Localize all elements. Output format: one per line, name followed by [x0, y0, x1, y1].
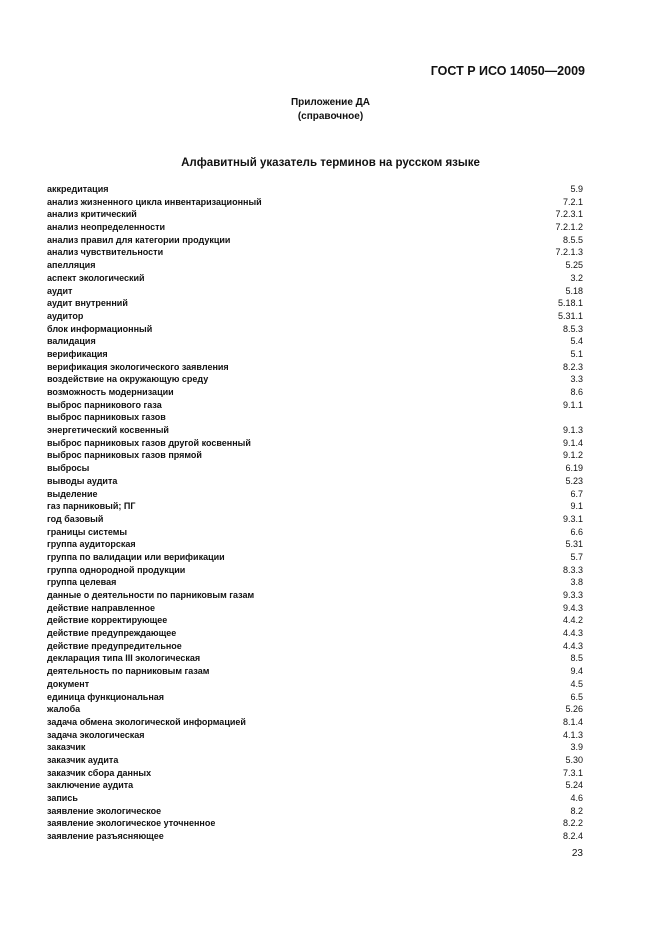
index-reference: 8.2.2 — [562, 818, 583, 829]
index-entry — [47, 500, 583, 513]
index-term: анализ чувствительности — [47, 247, 164, 258]
index-term: верификация экологического заявления — [47, 361, 229, 372]
index-term: группа целевая — [47, 577, 117, 588]
index-entry — [47, 703, 583, 716]
index-entry — [47, 323, 583, 336]
index-term: год базовый — [47, 513, 104, 524]
index-entry — [47, 716, 583, 729]
index-reference: 5.9 — [570, 184, 583, 194]
index-entry — [47, 830, 583, 843]
index-entry — [47, 272, 583, 285]
index-entry — [47, 411, 583, 424]
index-entry — [47, 348, 583, 361]
index-entry — [47, 196, 583, 209]
index-reference: 8.5.3 — [562, 323, 583, 334]
index-term: группа по валидации или верификации — [47, 551, 225, 562]
index-term: выброс парниковых газов прямой — [47, 450, 202, 461]
index-reference: 4.4.2 — [562, 615, 583, 626]
index-entry — [47, 754, 583, 767]
index-reference: 7.3.1 — [562, 767, 583, 778]
index-term: деятельность по парниковым газам — [47, 666, 210, 677]
index-term: задача экологическая — [47, 729, 145, 740]
index-reference: 5.24 — [565, 780, 583, 791]
index-entry — [47, 691, 583, 704]
index-term: единица функциональная — [47, 691, 165, 702]
index-reference: 6.7 — [570, 488, 583, 499]
index-reference: 5.23 — [565, 475, 583, 486]
index-entry — [47, 678, 583, 691]
index-term: анализ жизненного цикла инвентаризационный — [47, 196, 262, 207]
index-entry — [47, 373, 583, 386]
index-reference: 5.31 — [565, 539, 583, 550]
index-entry — [47, 246, 583, 259]
index-reference: 9.1.2 — [562, 450, 583, 461]
index-term: воздействие на окружающую среду — [47, 374, 209, 385]
index-term: аудит — [47, 285, 73, 296]
index-entry — [47, 640, 583, 653]
index-term: данные о деятельности по парниковым газам — [47, 590, 255, 600]
index-entry — [47, 183, 583, 196]
index-entry — [47, 513, 583, 526]
index-reference: 7.2.1.3 — [555, 247, 583, 258]
index-term: анализ неопределенности — [47, 222, 166, 233]
index-reference: 8.3.3 — [562, 564, 583, 575]
index-term: границы системы — [47, 526, 128, 537]
index-term: анализ правил для категории продукции — [47, 234, 231, 245]
index-reference: 8.5.5 — [562, 234, 583, 245]
index-entry — [47, 475, 583, 488]
index-entry — [47, 792, 583, 805]
index-reference: 5.26 — [565, 704, 583, 715]
index-entry — [47, 488, 583, 501]
index-term: заявление экологическое уточненное — [47, 818, 216, 829]
index-term: заявление экологическое — [47, 805, 162, 816]
index-term: возможность модернизации — [47, 387, 174, 397]
index-reference: 5.1 — [570, 348, 583, 359]
index-term: заявление разъясняющее — [47, 831, 164, 842]
index-reference: 4.4.3 — [562, 628, 583, 639]
index-entry — [47, 551, 583, 564]
index-reference: 4.4.3 — [562, 640, 583, 651]
index-reference: 5.18 — [565, 285, 583, 296]
index-reference: 5.30 — [565, 754, 583, 765]
index-term: группа аудиторская — [47, 539, 136, 550]
index-entry — [47, 259, 583, 272]
index-term: документ — [47, 678, 90, 689]
index-reference: 4.5 — [570, 678, 583, 689]
index-entry — [47, 817, 583, 830]
index-reference: 9.4 — [570, 666, 583, 677]
index-entry — [47, 234, 583, 247]
index-term: выделение — [47, 488, 98, 499]
index-reference: 6.5 — [570, 691, 583, 702]
page-number: 23 — [571, 848, 583, 859]
index-reference: 5.18.1 — [557, 298, 583, 309]
index-reference: 8.2.3 — [562, 361, 583, 372]
appendix-heading — [0, 96, 661, 124]
index-entry — [47, 665, 583, 678]
document-standard-header: ГОСТ Р ИСО 14050—2009 — [430, 64, 585, 78]
index-entry — [47, 297, 583, 310]
index-entry — [47, 285, 583, 298]
index-term: аккредитация — [47, 184, 109, 194]
appendix-subtitle: (справочное) — [297, 111, 364, 122]
index-reference: 4.6 — [570, 793, 583, 803]
index-entry — [47, 589, 583, 602]
index-entry — [47, 538, 583, 551]
index-reference: 9.1.4 — [562, 437, 583, 448]
index-term: действие направленное — [47, 602, 156, 613]
index-reference: 9.4.3 — [562, 602, 583, 613]
index-reference: 8.6 — [570, 387, 583, 397]
index-entry — [47, 602, 583, 615]
index-entry — [47, 576, 583, 589]
index-entry — [47, 310, 583, 323]
index-term: жалоба — [47, 704, 81, 715]
index-entry — [47, 449, 583, 462]
index-reference: 9.1 — [570, 501, 583, 512]
index-reference: 8.2 — [570, 805, 583, 816]
index-term: группа однородной продукции — [47, 564, 186, 575]
index-term: валидация — [47, 336, 96, 347]
index-term: выброс парниковых газов другой косвенный — [47, 437, 251, 448]
index-term: запись — [47, 793, 78, 803]
index-entry — [47, 462, 583, 475]
index-reference: 8.2.4 — [562, 831, 583, 842]
index-term: выбросы — [47, 463, 90, 474]
index-term: выброс парниковых газов — [47, 412, 166, 423]
index-entry — [47, 437, 583, 450]
index-reference: 5.7 — [570, 551, 583, 562]
index-term: выводы аудита — [47, 475, 118, 486]
index-reference: 3.8 — [570, 577, 583, 588]
index-reference: 3.3 — [570, 374, 583, 385]
index-reference: 4.1.3 — [562, 729, 583, 740]
index-term: апелляция — [47, 260, 96, 271]
index-reference: 7.2.1 — [562, 196, 583, 207]
index-reference: 7.2.1.2 — [555, 222, 583, 233]
index-reference: 8.1.4 — [562, 716, 583, 727]
index-entry — [47, 627, 583, 640]
term-index-list — [47, 183, 583, 843]
index-entry — [47, 767, 583, 780]
index-reference: 9.3.3 — [562, 590, 583, 600]
index-entry — [47, 779, 583, 792]
index-term: заказчик сбора данных — [47, 767, 152, 778]
index-term: аспект экологический — [47, 272, 145, 283]
index-entry — [47, 208, 583, 221]
index-entry — [47, 526, 583, 539]
index-entry — [47, 614, 583, 627]
index-term: анализ критический — [47, 209, 137, 220]
index-entry — [47, 221, 583, 234]
index-entry — [47, 399, 583, 412]
index-reference: 5.25 — [565, 260, 583, 271]
appendix-title: Приложение ДА — [290, 97, 371, 108]
index-reference: 9.3.1 — [562, 513, 583, 524]
index-entry — [47, 805, 583, 818]
index-reference: 7.2.3.1 — [555, 209, 583, 220]
index-reference: 6.19 — [565, 463, 583, 474]
index-reference: 6.6 — [570, 526, 583, 537]
index-reference: 5.4 — [570, 336, 583, 347]
index-term: верификация — [47, 348, 108, 359]
index-term: газ парниковый; ПГ — [47, 501, 136, 512]
index-term: заказчик — [47, 742, 86, 753]
index-term: аудит внутренний — [47, 298, 128, 309]
index-term: декларация типа III экологическая — [47, 653, 201, 664]
index-reference: 3.2 — [570, 272, 583, 283]
index-term: действие предупредительное — [47, 640, 182, 651]
index-term: аудитор — [47, 310, 84, 321]
index-entry — [47, 361, 583, 374]
index-entry — [47, 741, 583, 754]
index-reference: 3.9 — [570, 742, 583, 753]
index-term: задача обмена экологической информацией — [47, 716, 246, 727]
index-entry — [47, 652, 583, 665]
index-term: энергетический косвенный — [47, 425, 169, 436]
index-term: выброс парникового газа — [47, 399, 162, 410]
index-reference: 9.1.3 — [562, 425, 583, 436]
index-entry — [47, 424, 583, 437]
index-reference: 5.31.1 — [557, 310, 583, 321]
index-term: действие предупреждающее — [47, 628, 177, 639]
index-term: заказчик аудита — [47, 754, 119, 765]
index-reference: 9.1.1 — [562, 399, 583, 410]
index-reference: 8.5 — [570, 653, 583, 664]
index-title: Алфавитный указатель терминов на русском языке — [181, 157, 480, 169]
index-entry — [47, 335, 583, 348]
index-entry — [47, 564, 583, 577]
index-term: заключение аудита — [47, 780, 134, 791]
index-entry — [47, 729, 583, 742]
index-entry — [47, 386, 583, 399]
index-term: действие корректирующее — [47, 615, 168, 626]
index-term: блок информационный — [47, 323, 153, 334]
